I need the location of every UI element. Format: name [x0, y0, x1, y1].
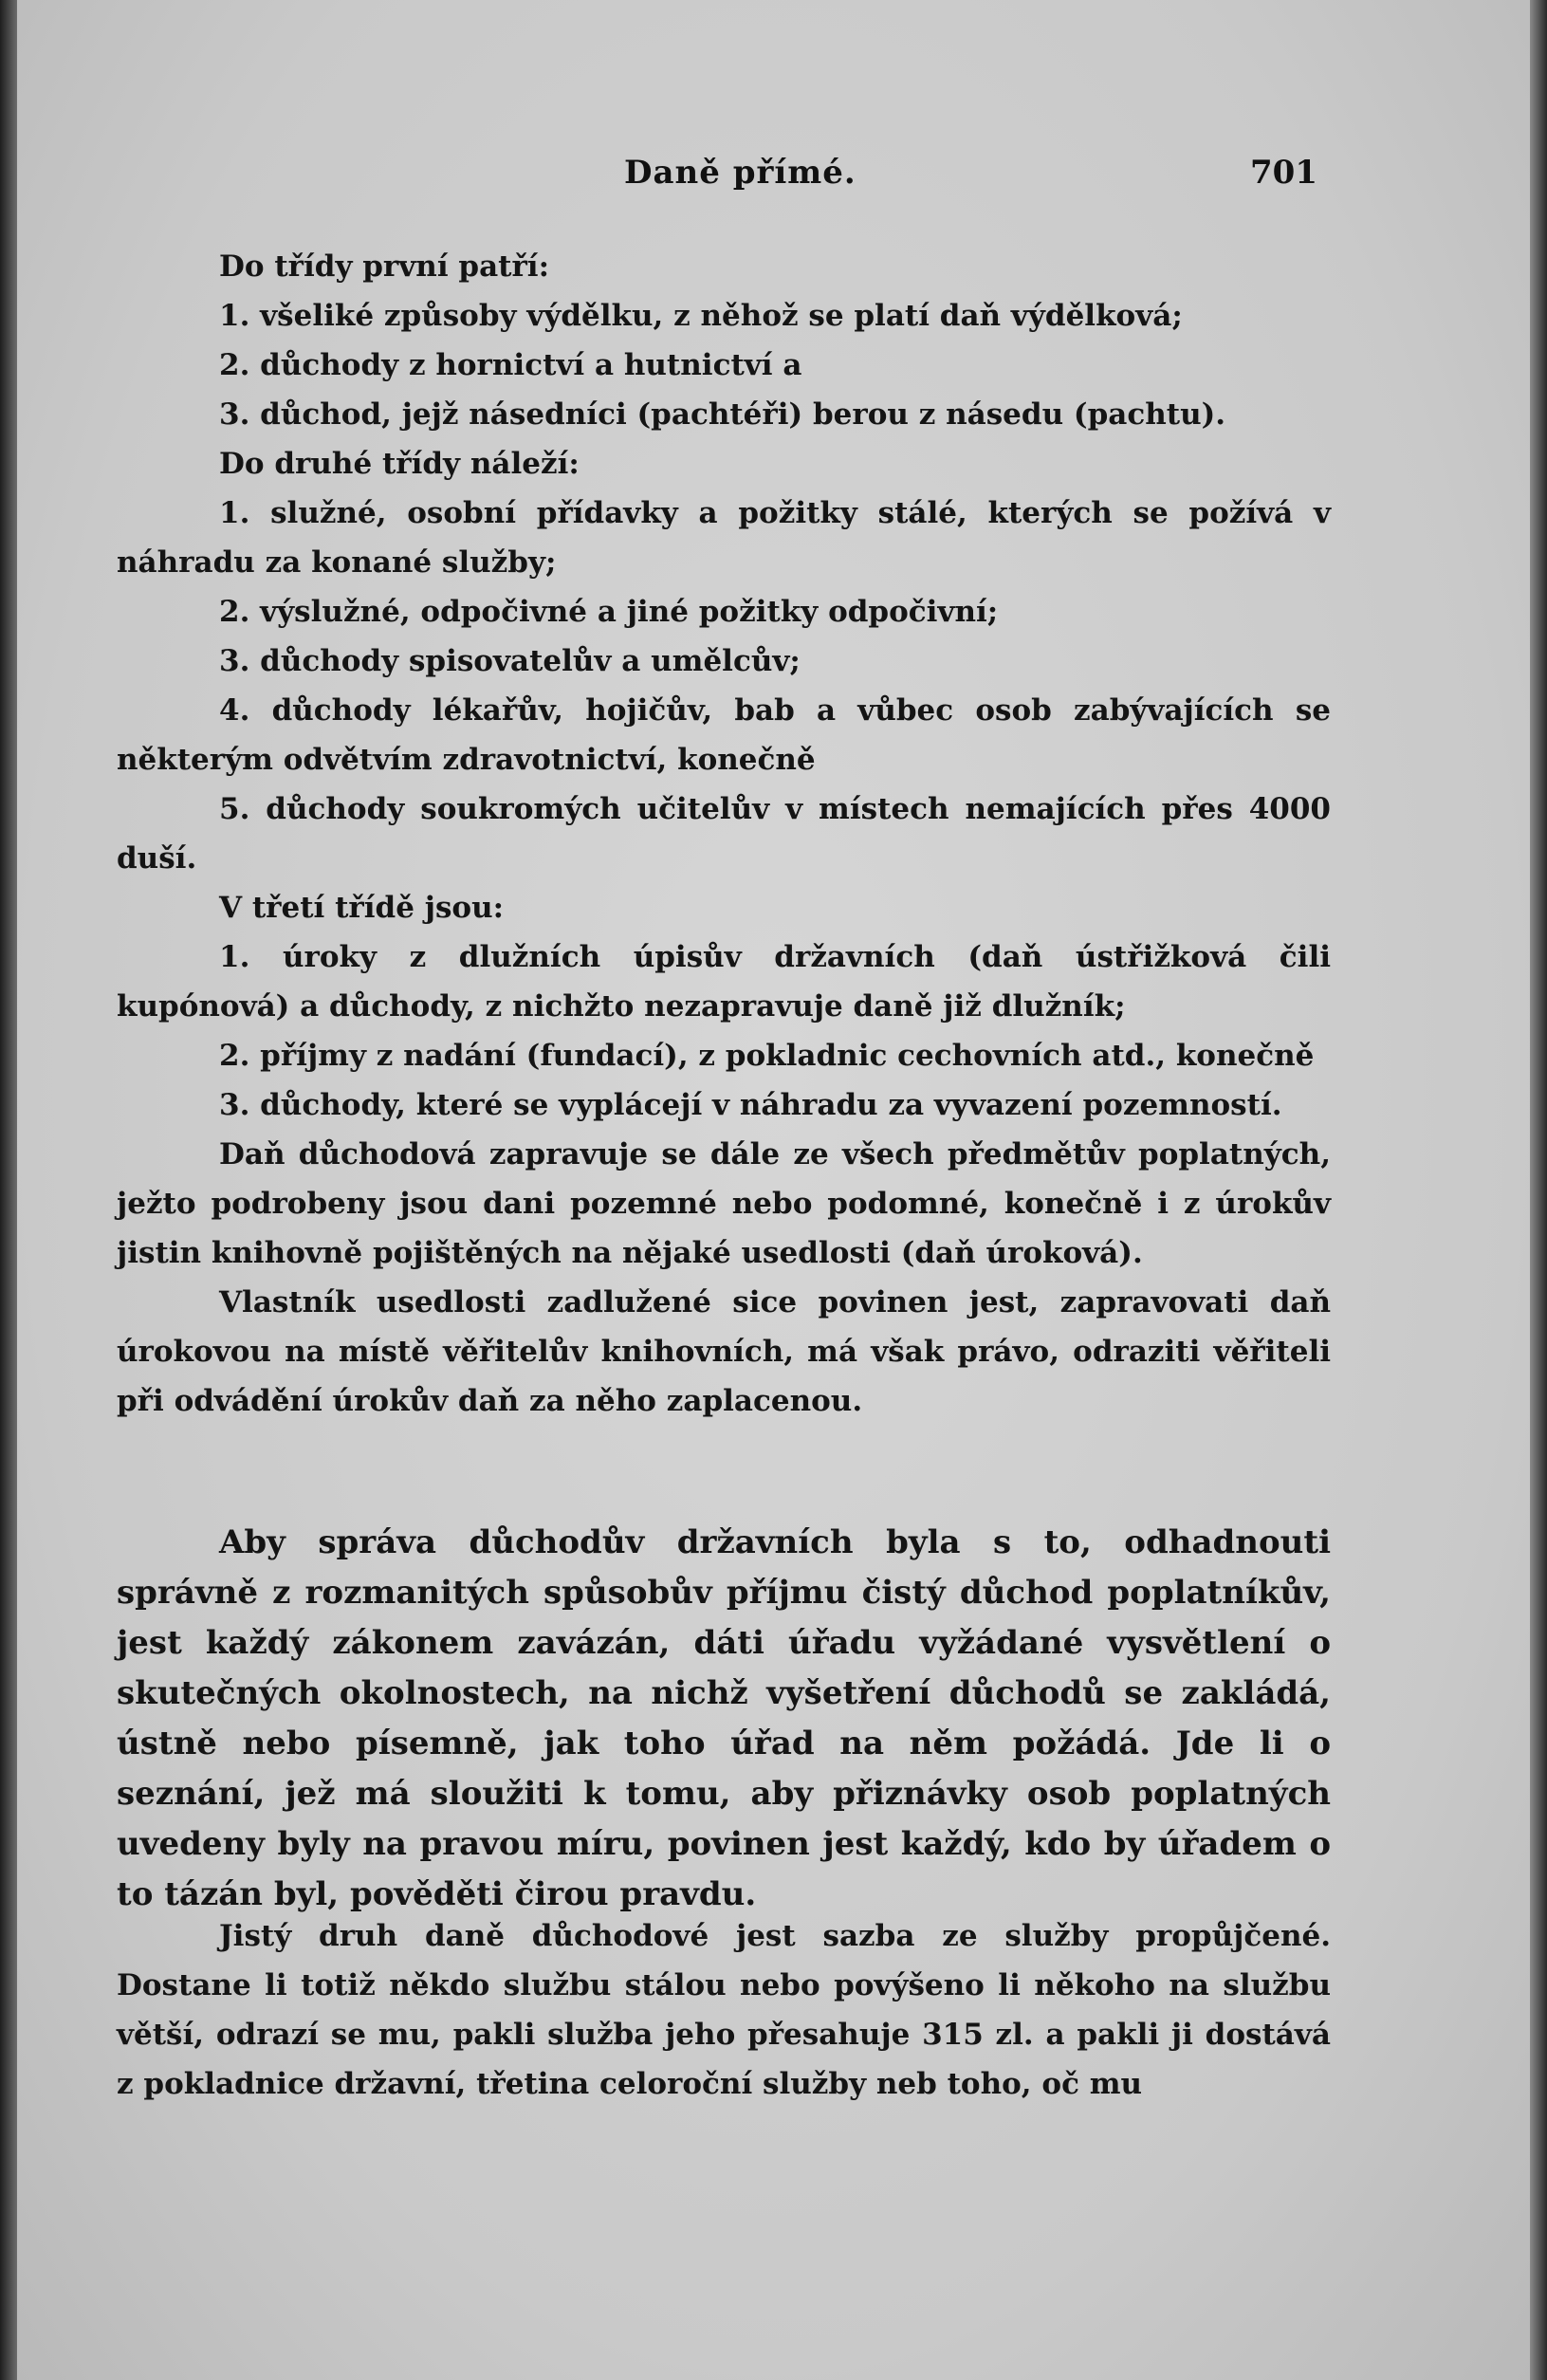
list-item: 3. důchody spisovatelův a umělcův; [219, 644, 801, 678]
scan-edge-right [1530, 0, 1547, 2380]
closing-paragraph-block [117, 1911, 1331, 2109]
paragraph: V třetí třídě jsou: [219, 891, 505, 925]
classification-list [117, 242, 1331, 1426]
running-header: Daně přímé. [624, 154, 856, 192]
list-item: 1. úroky z dlužních úpisův državních (daň ústřižková čili kupónová) a důchody, z nichžto nezapravuje daně již dlužník; [117, 940, 1331, 1024]
paragraph: Daň důchodová zapravuje se dále ze všech předmětův poplatných, ježto podrobeny jsou dani pozemné nebo podomné, konečně i z úrokův jistin knihovně pojištěných na nějaké usedlosti (daň úroková). [117, 1137, 1331, 1270]
paragraph: Jistý druh daně důchodové jest sazba ze služby propůjčené. Dostane li totiž někdo službu stálou nebo povýšeno li někoho na službu větší, odrazí se mu, pakli služba jeho přesahuje 315 zl. a pakli ji dostává z pokladnice državní, třetina celoroční služby neb toho, oč mu [117, 1919, 1331, 2101]
page-number: 701 [1250, 154, 1317, 192]
list-item: 3. důchody, které se vyplácejí v náhradu za vyvazení pozemností. [219, 1088, 1282, 1122]
list-item: 1. všeliké způsoby výdělku, z něhož se platí daň výdělková; [219, 299, 1183, 333]
large-paragraph-block [117, 1518, 1331, 1920]
paragraph: Do druhé třídy náleží: [219, 447, 580, 481]
list-item: 3. důchod, jejž násedníci (pachtéři) berou z násedu (pachtu). [219, 397, 1226, 432]
list-item: 2. příjmy z nadání (fundací), z pokladnic cechovních atd., konečně [219, 1039, 1315, 1073]
list-item: 4. důchody lékařův, hojičův, bab a vůbec osob zabývajících se některým odvětvím zdravotnictví, konečně [117, 693, 1331, 777]
list-item: 2. výslužné, odpočivné a jiné požitky odpočivní; [219, 595, 999, 629]
book-page [17, 0, 1530, 2380]
paragraph: Do třídy první patří: [219, 249, 550, 284]
paragraph: Aby správa důchodův državních byla s to, odhadnouti správně z rozmanitých spůsobův příjmu čistý důchod poplatníkův, jest každý zákonem zavázán, dáti úřadu vyžádané vysvětlení o skutečných okolnostech, na nichž vyšetření důchodů se zakládá, ústně nebo písemně, jak toho úřad na něm požádá. Jde li o seznání, jež má sloužiti k tomu, aby přiznávky osob poplatných uvedeny byly na pravou míru, povinen jest každý, kdo by úřadem o to tázán byl, pověděti čirou pravdu. [117, 1523, 1331, 1913]
paragraph: Vlastník usedlosti zadlužené sice povinen jest, zapravovati daň úrokovou na místě věřitelův knihovních, má však právo, odraziti věřiteli při odvádění úrokův daň za něho zaplacenou. [117, 1285, 1331, 1418]
list-item: 2. důchody z hornictví a hutnictví a [219, 348, 802, 382]
scan-edge-left [0, 0, 17, 2380]
list-item: 1. služné, osobní přídavky a požitky stálé, kterých se požívá v náhradu za konané služby; [117, 496, 1331, 580]
list-item: 5. důchody soukromých učitelův v místech nemajících přes 4000 duší. [117, 792, 1331, 876]
